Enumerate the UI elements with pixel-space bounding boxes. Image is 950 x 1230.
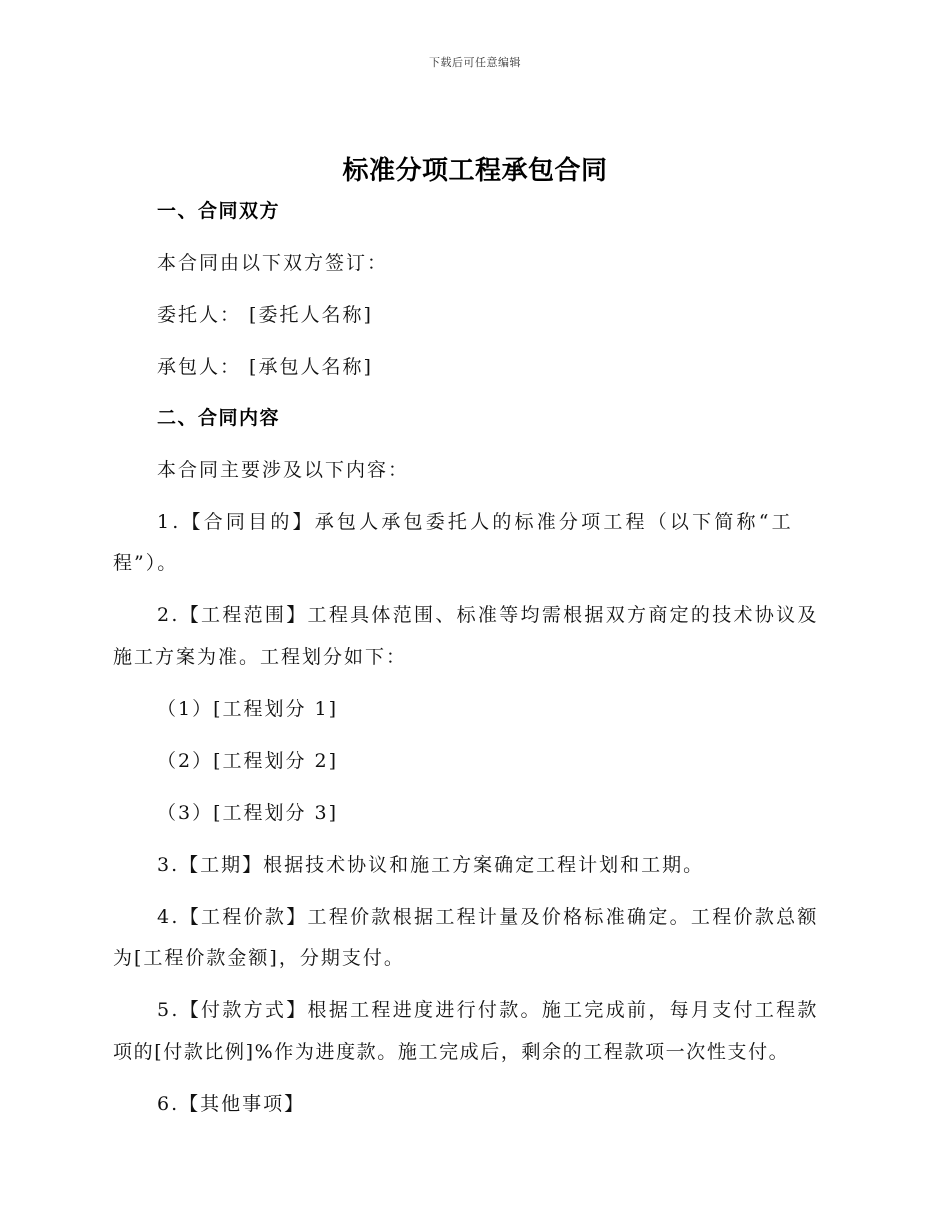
section-1-heading: 一、合同双方 (157, 200, 281, 222)
item-4-line-1: 4.【工程价款】工程价款根据工程计量及价格标准确定。工程价款总额 (157, 906, 819, 928)
sub-item-1: （1）[工程划分 1] (157, 698, 339, 720)
header-note: 下载后可任意编辑 (429, 56, 521, 69)
item-1-line-2: 程”）。 (113, 552, 179, 574)
item-4-line-2: 为[工程价款金额]，分期支付。 (113, 947, 405, 969)
item-5-line-2: 项的[付款比例]%作为进度款。施工完成后，剩余的工程款项一次性支付。 (113, 1041, 790, 1063)
section-1-intro: 本合同由以下双方签订： (157, 252, 389, 274)
sub-item-2: （2）[工程划分 2] (157, 750, 339, 772)
sub-item-3: （3）[工程划分 3] (157, 802, 339, 824)
section-2-heading: 二、合同内容 (157, 407, 281, 429)
item-3: 3.【工期】根据技术协议和施工方案确定工程计划和工期。 (157, 854, 705, 876)
document-title: 标准分项工程承包合同 (342, 156, 608, 186)
party-b-line: 承包人： [承包人名称] (157, 356, 373, 378)
item-1-line-1: 1.【合同目的】承包人承包委托人的标准分项工程（以下简称“工 (157, 511, 794, 533)
item-6: 6.【其他事项】 (157, 1093, 306, 1115)
item-2-line-2: 施工方案为准。工程划分如下： (113, 646, 408, 668)
party-a-line: 委托人： [委托人名称] (157, 304, 373, 326)
item-5-line-1: 5.【付款方式】根据工程进度进行付款。施工完成前，每月支付工程款 (157, 999, 819, 1021)
item-2-line-1: 2.【工程范围】工程具体范围、标准等均需根据双方商定的技术协议及 (157, 604, 819, 626)
section-2-intro: 本合同主要涉及以下内容： (157, 459, 410, 481)
